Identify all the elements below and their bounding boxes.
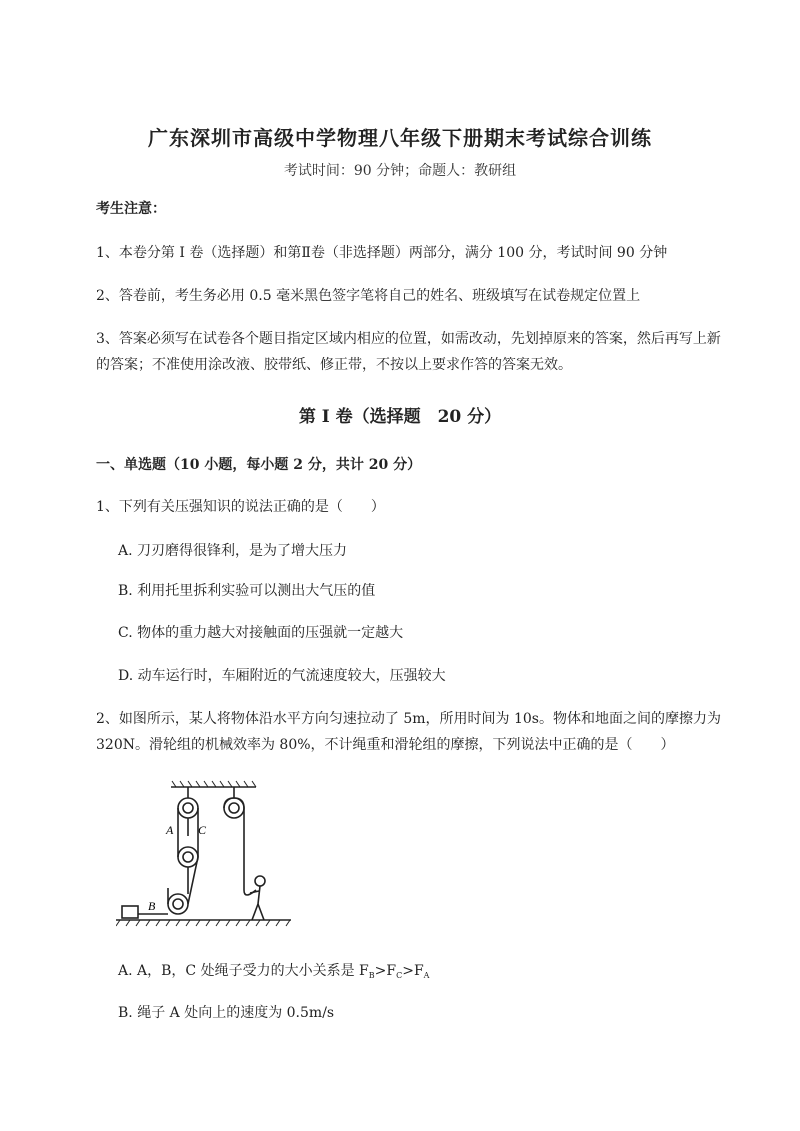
- block: [122, 906, 138, 918]
- person-head: [255, 876, 265, 886]
- notice-item-3: 3、答案必须写在试卷各个题目指定区域内相应的位置，如需改动，先划掉原来的答案，然后再写上新: [96, 331, 721, 347]
- q2-option-a-gt2: >F: [402, 963, 424, 979]
- pulley-bottom: [168, 894, 188, 914]
- part-heading: 一、单选题（10 小题，每小题 2 分，共计 20 分）: [96, 457, 422, 473]
- q1-option-a: A. 刀刃磨得很锋利，是为了增大压力: [118, 543, 348, 559]
- q1-option-d: D. 动车运行时，车厢附近的气流速度较大，压强较大: [118, 668, 446, 684]
- fixed-pulley-left: [178, 798, 198, 818]
- q2-option-a: [118, 960, 429, 987]
- subscript-a: A: [423, 971, 430, 980]
- notice-item-2: 2、答卷前，考生务必用 0.5 毫米黑色签字笔将自己的姓名、班级填写在试卷规定位置上: [96, 288, 641, 304]
- section-title: 第 I 卷（选择题 20 分）: [298, 407, 502, 427]
- subscript-b: B: [368, 971, 375, 980]
- movable-pulley-middle: [178, 847, 198, 867]
- ceiling-hatch: [172, 781, 256, 787]
- label-b: B: [148, 899, 156, 913]
- question-2-stem-line2: 320N。滑轮组的机械效率为 80%，不计绳重和滑轮组的摩擦，下列说法中正确的是（ ）: [96, 737, 675, 753]
- notice-item-1: 1、本卷分第 I 卷（选择题）和第Ⅱ卷（非选择题）两部分，满分 100 分，考试时间 90 分钟: [96, 245, 668, 261]
- ground-hatch: [116, 920, 290, 926]
- q1-option-c: C. 物体的重力越大对接触面的压强就一定越大: [118, 625, 404, 641]
- q2-option-a-gt1: >F: [374, 963, 397, 979]
- question-1-stem: 1、下列有关压强知识的说法正确的是（ ）: [96, 499, 385, 515]
- exam-meta: 考试时间：90 分钟；命题人：教研组: [283, 163, 517, 179]
- label-c: C: [198, 823, 207, 837]
- q2-option-b: B. 绳子 A 处向上的速度为 0.5m/s: [118, 1005, 335, 1021]
- pulley-diagram: [116, 778, 296, 930]
- notice-heading: 考生注意：: [96, 201, 166, 217]
- notice-item-3-cont: 的答案；不准使用涂改液、胶带纸、修正带，不按以上要求作答的答案无效。: [96, 357, 572, 373]
- q1-option-b: B. 利用托里拆利实验可以测出大气压的值: [118, 583, 376, 599]
- subscript-c: C: [396, 971, 403, 980]
- q2-option-a-prefix: A. A，B，C 处绳子受力的大小关系是 F: [118, 963, 369, 979]
- page-title: 广东深圳市高级中学物理八年级下册期末考试综合训练: [148, 126, 652, 150]
- question-2-stem-line1: 2、如图所示，某人将物体沿水平方向匀速拉动了 5m，所用时间为 10s。物体和地面之间的摩擦力为: [96, 711, 721, 727]
- label-a: A: [166, 823, 174, 837]
